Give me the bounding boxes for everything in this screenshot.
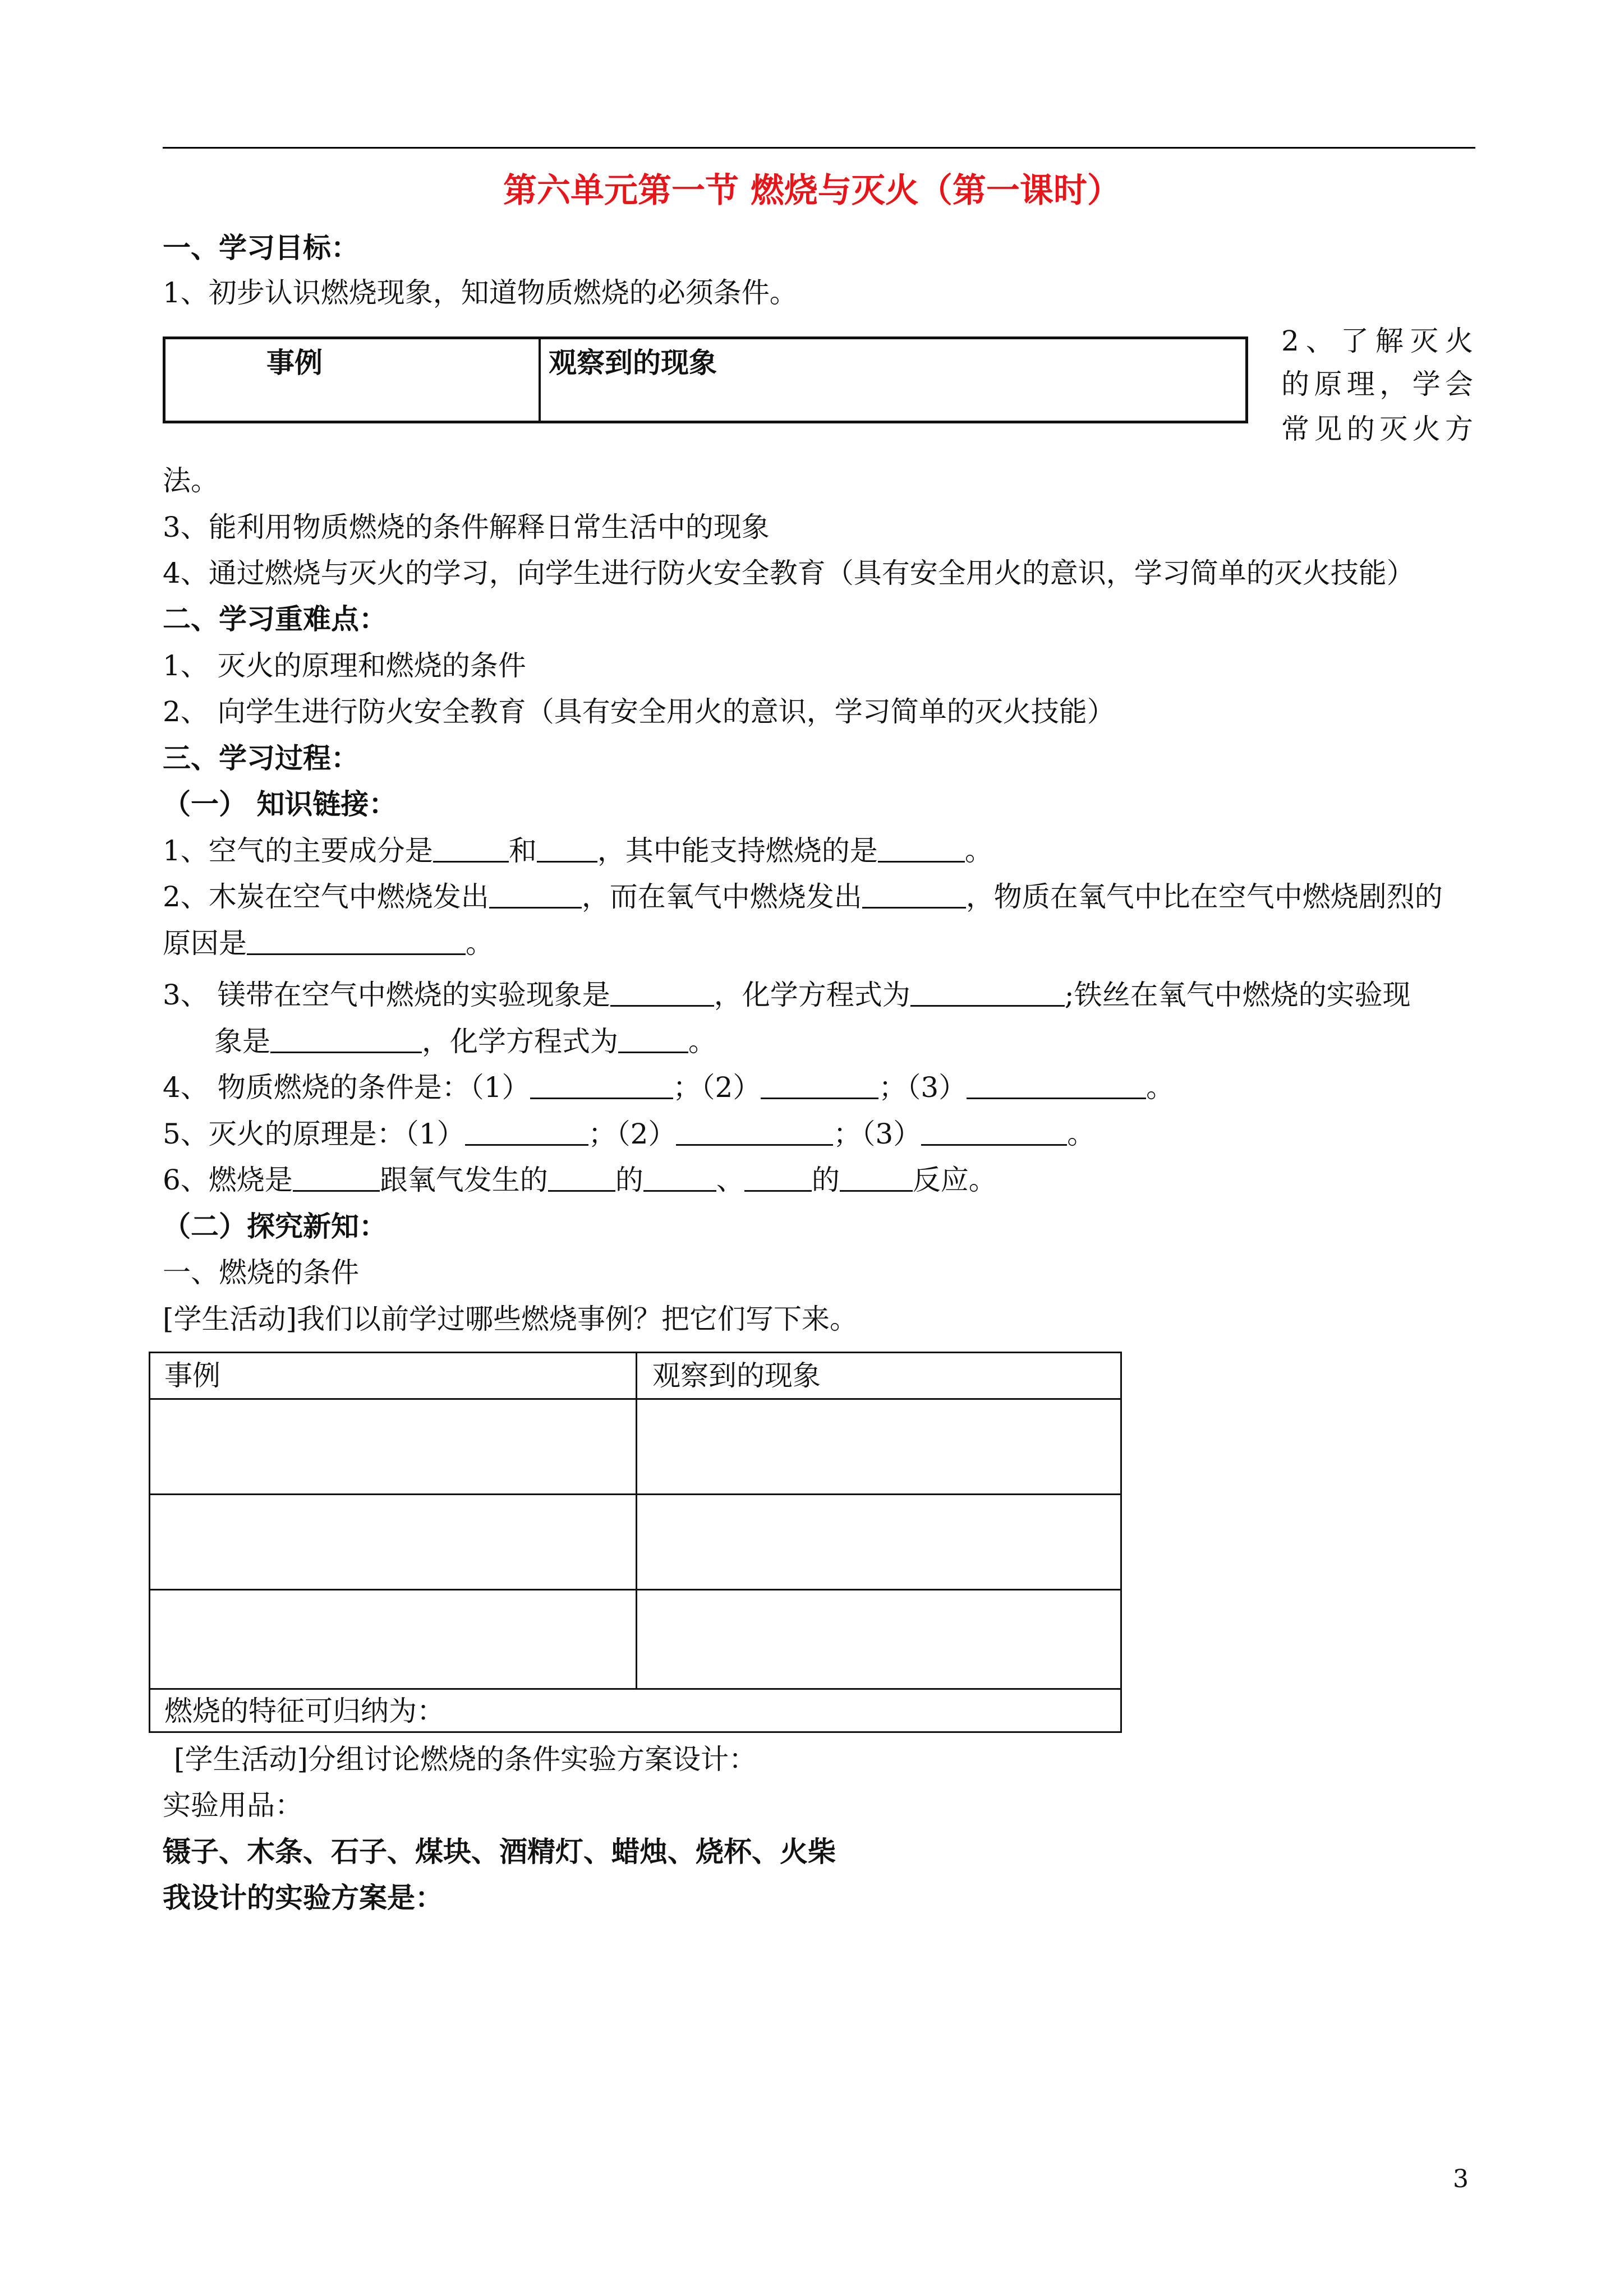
question-3-line-2: 象是 ，化学方程式为 。 [214, 1025, 716, 1058]
goal-2-line-4: 法。 [163, 464, 219, 497]
table-row-divider [150, 1589, 1120, 1590]
blank[interactable] [465, 1118, 588, 1146]
blank[interactable] [643, 1164, 716, 1192]
blank[interactable] [530, 1072, 673, 1099]
blank[interactable] [293, 1164, 380, 1192]
examples-table [149, 1352, 1122, 1733]
materials-list: 镊子、木条、石子、煤块、酒精灯、蜡烛、烧杯、火柴 [163, 1835, 836, 1868]
header-rule [163, 147, 1475, 149]
blank[interactable] [921, 1118, 1067, 1146]
blank[interactable] [862, 881, 966, 909]
question-2-line-1: 2、木炭在空气中燃烧发出 ，而在氧气中燃烧发出 ，物质在氧气中比在空气中燃烧剧烈的 [163, 880, 1443, 913]
table-row-divider [150, 1688, 1120, 1690]
blank[interactable] [270, 1026, 422, 1053]
combustion-conditions-heading: 一、燃烧的条件 [163, 1256, 359, 1289]
inline-table [163, 336, 1248, 423]
question-4: 4、 物质燃烧的条件是：（1） ；（2） ；（3） 。 [163, 1071, 1175, 1104]
section-process-heading: 三、学习过程： [163, 741, 359, 774]
goal-2-line-2: 的原理，学会 [1281, 368, 1473, 400]
blank[interactable] [489, 881, 582, 909]
student-activity-2: [学生活动]分组讨论燃烧的条件实验方案设计： [174, 1743, 757, 1776]
question-5: 5、灭火的原理是：（1） ；（2） ；（3） 。 [163, 1118, 1096, 1150]
table-divider [539, 339, 541, 421]
blank[interactable] [676, 1118, 833, 1146]
table-header-observation: 观察到的现象 [652, 1359, 821, 1392]
blank[interactable] [537, 835, 597, 863]
blank[interactable] [840, 1164, 913, 1192]
question-2-line-2: 原因是 。 [163, 927, 494, 960]
goal-2-line-3: 常见的灭火方 [1281, 413, 1473, 445]
table-row-divider [150, 1398, 1120, 1400]
blank[interactable] [247, 928, 466, 955]
section-key-points-heading: 二、学习重难点： [163, 602, 387, 635]
table-column-divider [636, 1353, 637, 1690]
explore-heading: （二）探究新知： [163, 1210, 387, 1243]
goal-3: 3、能利用物质燃烧的条件解释日常生活中的现象 [163, 511, 770, 543]
table-footer-summary: 燃烧的特征可归纳为： [164, 1695, 445, 1727]
blank[interactable] [910, 979, 1065, 1007]
table-header-example: 事例 [266, 346, 323, 379]
key-point-1: 1、 灭火的原理和燃烧的条件 [163, 649, 526, 682]
blank[interactable] [967, 1072, 1146, 1099]
page-title: 第六单元第一节 燃烧与灭火（第一课时） [503, 171, 1121, 210]
blank[interactable] [761, 1072, 878, 1099]
blank[interactable] [433, 835, 509, 863]
design-label: 我设计的实验方案是： [163, 1881, 443, 1914]
goal-1: 1、初步认识燃烧现象，知道物质燃烧的必须条件。 [163, 276, 798, 309]
blank[interactable] [548, 1164, 615, 1192]
goal-4: 4、通过燃烧与灭火的学习，向学生进行防火安全教育（具有安全用火的意识，学习简单的灭火技能） [163, 557, 1415, 589]
materials-label: 实验用品： [163, 1789, 303, 1822]
table-header-observation: 观察到的现象 [549, 346, 717, 379]
key-point-2: 2、 向学生进行防火安全教育（具有安全用火的意识，学习简单的灭火技能） [163, 695, 1115, 728]
question-3-line-1: 3、 镁带在空气中燃烧的实验现象是 ，化学方程式为 ;铁丝在氧气中燃烧的实验现 [163, 979, 1411, 1011]
blank[interactable] [610, 979, 714, 1007]
table-header-example: 事例 [164, 1359, 220, 1392]
section-learning-goals-heading: 一、学习目标： [163, 231, 359, 264]
table-row-divider [150, 1493, 1120, 1495]
blank[interactable] [744, 1164, 812, 1192]
blank[interactable] [878, 835, 965, 863]
page-number: 3 [1453, 2165, 1469, 2193]
question-6: 6、燃烧是 跟氧气发生的 的 、 的 反应。 [163, 1164, 997, 1196]
goal-2-line-1: 2、了解灭火 [1281, 325, 1473, 357]
knowledge-link-heading: （一） 知识链接： [163, 787, 397, 820]
student-activity-1: [学生活动]我们以前学过哪些燃烧事例？把它们写下来。 [163, 1303, 858, 1335]
blank[interactable] [618, 1026, 688, 1053]
question-1: 1、空气的主要成分是 和 ，其中能支持燃烧的是 。 [163, 835, 993, 867]
